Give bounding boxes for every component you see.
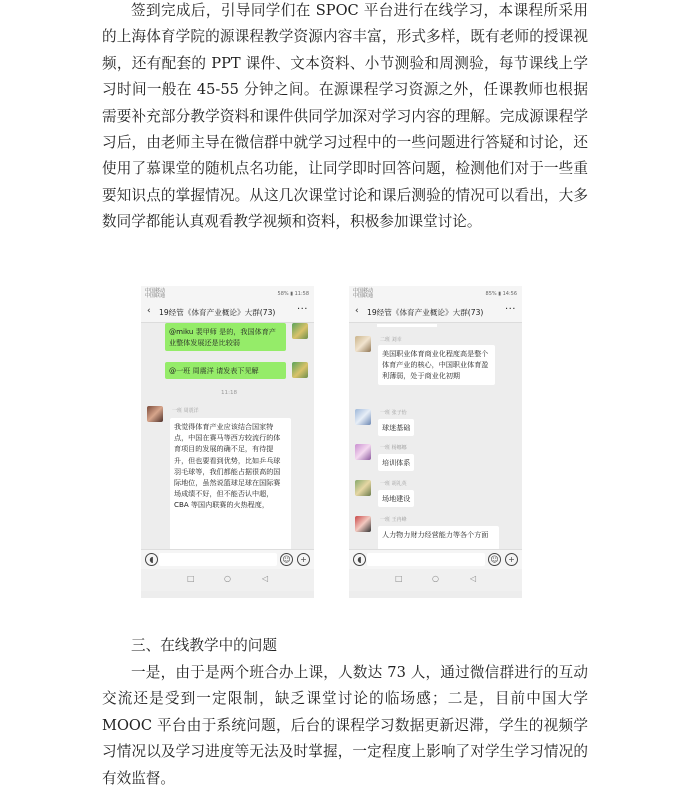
sender-name: 一班 胡礼英 [380,481,407,487]
status-bar [141,286,314,302]
paragraph-2: 一是，由于是两个班合办上课，人数达 73 人，通过微信群进行的互动交流还是受到一定限制，缺乏课堂讨论的临场感；二是，目前中国大学 MOOC 平台由于系统问题，后台的课程学习数据更新迟滞，学生的视频学习情况以及学习进度等无法及时掌握，一定程度上影响了对学生学习情况的有效监督。 [102,664,588,787]
back-arrow-icon[interactable]: ‹ [147,306,151,316]
plus-icon[interactable]: + [297,553,310,566]
android-nav-bar [141,569,314,591]
message-input[interactable] [367,553,485,566]
emoji-icon[interactable]: ☺ [488,553,501,566]
chat-bubble-self: @miku 裴甲师 是的，我国体育产业整体发展还是比较弱 [165,323,286,351]
avatar [292,362,308,378]
chat-timestamp: 11:18 [221,390,238,396]
voice-icon[interactable]: ◖ [145,553,158,566]
avatar [292,323,308,339]
sender-name: 二班 刘幸 [380,337,402,343]
avatar [355,516,371,532]
carrier-label: 中国移动 中国联通 [353,288,374,299]
nav-square-icon[interactable]: □ [187,574,195,583]
android-nav-bar [349,569,522,591]
plus-icon[interactable]: + [505,553,518,566]
avatar [147,406,163,422]
chat-title-bar [349,302,522,323]
nav-triangle-icon[interactable]: ◁ [262,574,269,583]
status-time: 85% ▮ 14:56 [485,291,517,297]
input-area [141,549,314,570]
chat-bubble-other: 球迷基础 [378,419,414,436]
chat-title-bar [141,302,314,323]
message-input[interactable] [159,553,277,566]
nav-circle-icon[interactable]: ○ [224,574,231,583]
voice-icon[interactable]: ◖ [353,553,366,566]
previous-bubble-edge [377,324,437,327]
back-arrow-icon[interactable]: ‹ [355,306,359,316]
avatar [355,336,371,352]
sender-name: 一班 周震洋 [172,408,199,414]
sender-name: 一班 王冉峰 [380,517,407,523]
chat-bubble-other: 我觉得体育产业应该结合国家特点，中国在赛马等西方较流行的体育项目的发展的确不足，有待提升，但也要看到优势，比如乒乓球羽毛球等，我们都能占据很高的国际地位，虽然说篮球足球在国际赛场成绩不好，但不能否认中超，CBA 等国内联赛的火热程度， [170,418,291,551]
wechat-screenshot-left [141,286,314,598]
avatar [355,480,371,496]
nav-circle-icon[interactable]: ○ [432,574,439,583]
chat-bubble-other: 场地建设 [378,490,414,507]
status-time: 58% ▮ 11:58 [277,291,309,297]
chat-bubble-other: 美国职业体育商业化程度高是整个体育产业的核心，中国职业体育盈利薄弱，处于商业化初期 [378,345,495,385]
avatar [355,409,371,425]
sender-name: 一班 杨娜娜 [380,445,407,451]
chat-bubble-self: @一班 周震洋 请发表下见解 [165,362,286,379]
section-heading: 三、在线教学中的问题 [131,637,277,654]
sender-name: 一班 张子怡 [380,410,407,416]
chat-bubble-other: 人力物力财力经营能力等各个方面 [378,526,499,550]
more-dots-icon[interactable]: ··· [296,304,308,315]
carrier-label: 中国移动 中国联通 [145,288,166,299]
chat-title: 19经管《体育产业概论》大群(73) [159,308,276,317]
emoji-icon[interactable]: ☺ [280,553,293,566]
chat-title: 19经管《体育产业概论》大群(73) [367,308,484,317]
avatar [355,444,371,460]
status-bar [349,286,522,302]
nav-triangle-icon[interactable]: ◁ [470,574,477,583]
chat-bubble-other: 培训体系 [378,454,414,471]
nav-square-icon[interactable]: □ [395,574,403,583]
input-area [349,549,522,570]
wechat-screenshot-right [349,286,522,598]
paragraph-1: 签到完成后，引导同学们在 SPOC 平台进行在线学习，本课程所采用的上海体育学院的源课程教学资源内容丰富，形式多样，既有老师的授课视频，还有配套的 PPT 课件、文本资料、小节测验和周测验，每节课线上学习时间一般在 45-55 分钟之间。在源课程学习资源之外，任课教师也根据需要补充部分教学资料和课件供同学加深对学习内容的理解。完成源课程学习后，由老师主导在微信群中就学习过程中的一些问题进行答疑和讨论，还使用了慕课堂的随机点名功能，让同学即时回答问题，检测他们对于一些重要知识点的掌握情况。从这几次课堂讨论和课后测验的情况可以看出，大多数同学都能认真观看教学视频和资料，积极参加课堂讨论。 [102,2,588,231]
more-dots-icon[interactable]: ··· [504,304,516,315]
